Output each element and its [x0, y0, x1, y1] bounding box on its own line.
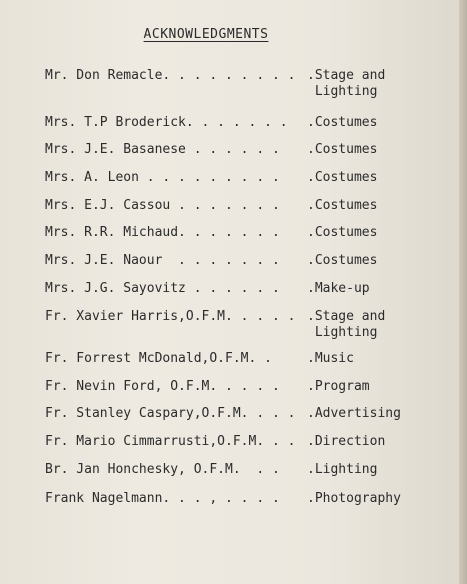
role-text: .Costumes [307, 225, 378, 240]
role-text: .Program [307, 379, 370, 394]
role-text: .Lighting [307, 462, 378, 477]
person-name: Mrs. J.G. Sayovitz . . . . . . [45, 281, 280, 296]
person-name: Mrs. J.E. Naour . . . . . . . [45, 253, 280, 268]
role-text: .Costumes [307, 115, 378, 130]
role-text: .Costumes [307, 253, 378, 268]
page-title-text: ACKNOWLEDGMENTS [143, 27, 269, 42]
role-text: .Costumes [307, 170, 378, 185]
person-name: Fr. Nevin Ford, O.F.M. . . . . [45, 379, 280, 394]
person-name: Mrs. J.E. Basanese . . . . . . [45, 142, 280, 157]
list-item [45, 491, 425, 555]
person-name: Mrs. T.P Broderick. . . . . . . [45, 115, 288, 130]
role-text: .Stage and Lighting [307, 309, 386, 340]
person-name: Frank Nagelmann. . . , . . . . [45, 491, 280, 506]
role-text: .Costumes [307, 142, 378, 157]
role-text: .Stage and Lighting [307, 68, 386, 99]
page-title [0, 27, 412, 42]
person-name: Fr. Forrest McDonald,O.F.M. . [45, 351, 272, 366]
role-text: .Direction [307, 434, 386, 449]
role-text: .Make-up [307, 281, 370, 296]
person-name: Fr. Mario Cimmarrusti,O.F.M. . . [45, 434, 296, 449]
page-edge [459, 0, 467, 584]
role-text: .Costumes [307, 198, 378, 213]
role-text: .Advertising [307, 406, 401, 421]
person-name: Fr. Xavier Harris,O.F.M. . . . . [45, 309, 296, 324]
person-name: Mr. Don Remacle. . . . . . . . . [45, 68, 296, 83]
role-text: .Photography [307, 491, 401, 506]
person-name: Mrs. E.J. Cassou . . . . . . . [45, 198, 280, 213]
person-name: Br. Jan Honchesky, O.F.M. . . [45, 462, 280, 477]
person-name: Mrs. R.R. Michaud. . . . . . . [45, 225, 280, 240]
person-name: Mrs. A. Leon . . . . . . . . . [45, 170, 280, 185]
role-text: .Music [307, 351, 354, 366]
person-name: Fr. Stanley Caspary,O.F.M. . . . [45, 406, 296, 421]
